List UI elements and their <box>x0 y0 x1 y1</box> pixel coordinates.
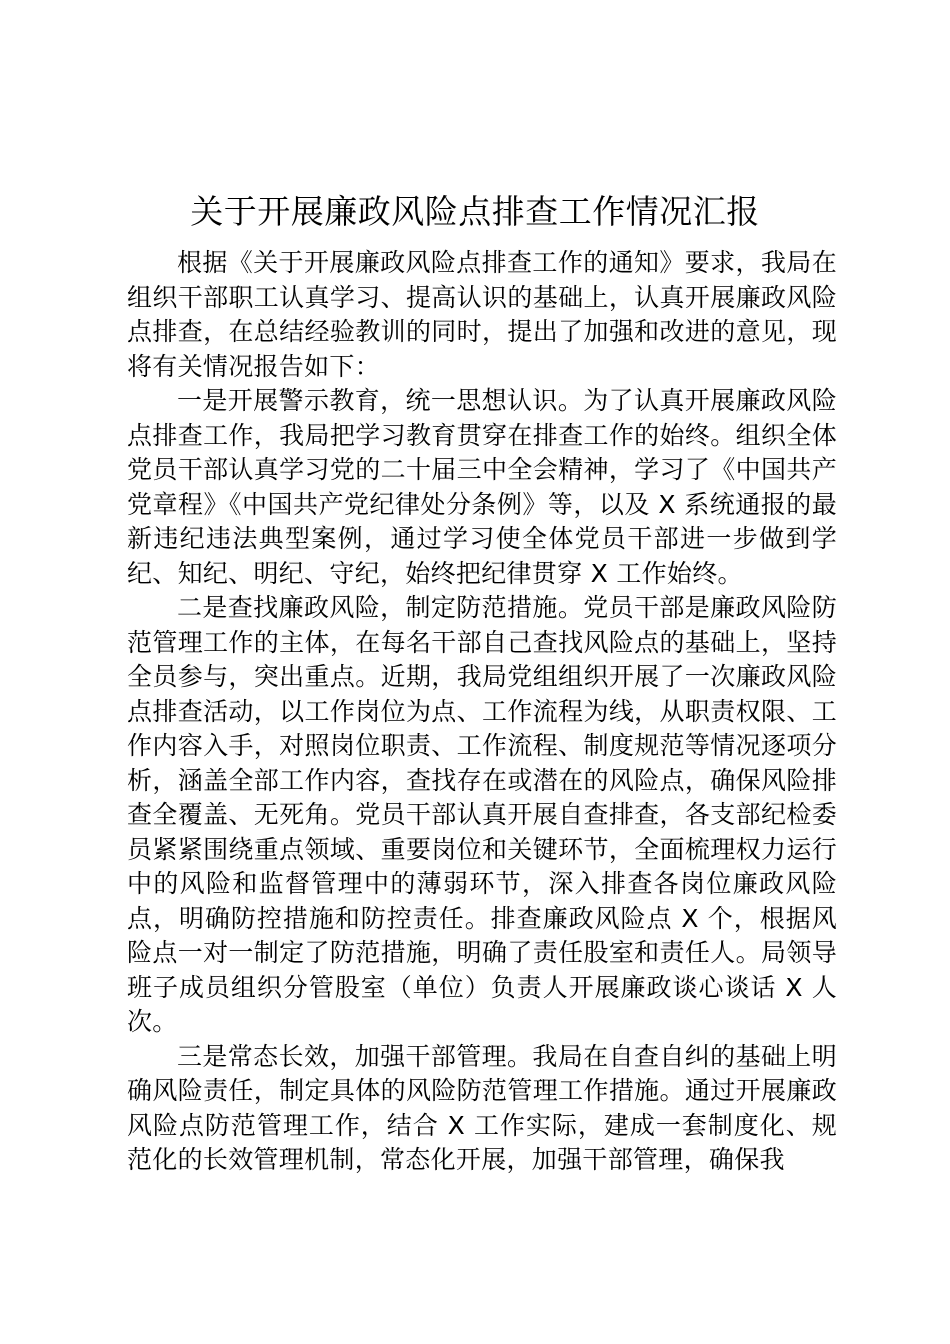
paragraph-intro: 根据《关于开展廉政风险点排查工作的通知》要求，我局在组织干部职工认真学习、提高认识的基础上，认真开展廉政风险点排查，在总结经验教训的同时，提出了加强和改进的意见，现将有关情况报告如下： <box>127 248 837 381</box>
document-title: 关于开展廉政风险点排查工作情况汇报 <box>190 192 760 231</box>
paragraph-risk-identification: 二是查找廉政风险，制定防范措施。党员干部是廉政风险防范管理工作的主体，在每名干部自己查找风险点的基础上，坚持全员参与，突出重点。近期，我局党组组织开展了一次廉政风险点排查活动，以工作岗位为点、工作流程为线，从职责权限、工作内容入手，对照岗位职责、工作流程、制度规范等情况逐项分析，涵盖全部工作内容，查找存在或潜在的风险点，确保风险排查全覆盖、无死角。党员干部认真开展自查排查，各支部纪检委员紧紧围绕重点领域、重要岗位和关键环节，全面梳理权力运行中的风险和监督管理中的薄弱环节，深入排查各岗位廉政风险点，明确防控措施和防控责任。排查廉政风险点 X 个，根据风险点一对一制定了防范措施，明确了责任股室和责任人。局领导班子成员组织分管股室（单位）负责人开展廉政谈心谈话 X 人次。 <box>127 593 837 1036</box>
paragraph-warning-education: 一是开展警示教育，统一思想认识。为了认真开展廉政风险点排查工作，我局把学习教育贯穿在排查工作的始终。组织全体党员干部认真学习党的二十届三中全会精神，学习了《中国共产党章程》《中国共产党纪律处分条例》等，以及 X 系统通报的最新违纪违法典型案例，通过学习使全体党员干部进一步做到学纪、知纪、明纪、守纪，始终把纪律贯穿 X 工作始终。 <box>127 386 837 588</box>
document-body <box>127 246 837 1178</box>
paragraph-long-term-management: 三是常态长效，加强干部管理。我局在自查自纠的基础上明确风险责任，制定具体的风险防范管理工作措施。通过开展廉政风险点防范管理工作，结合 X 工作实际，建成一套制度化、规范化的长效管理机制，常态化开展，加强干部管理，确保我 <box>127 1041 837 1174</box>
